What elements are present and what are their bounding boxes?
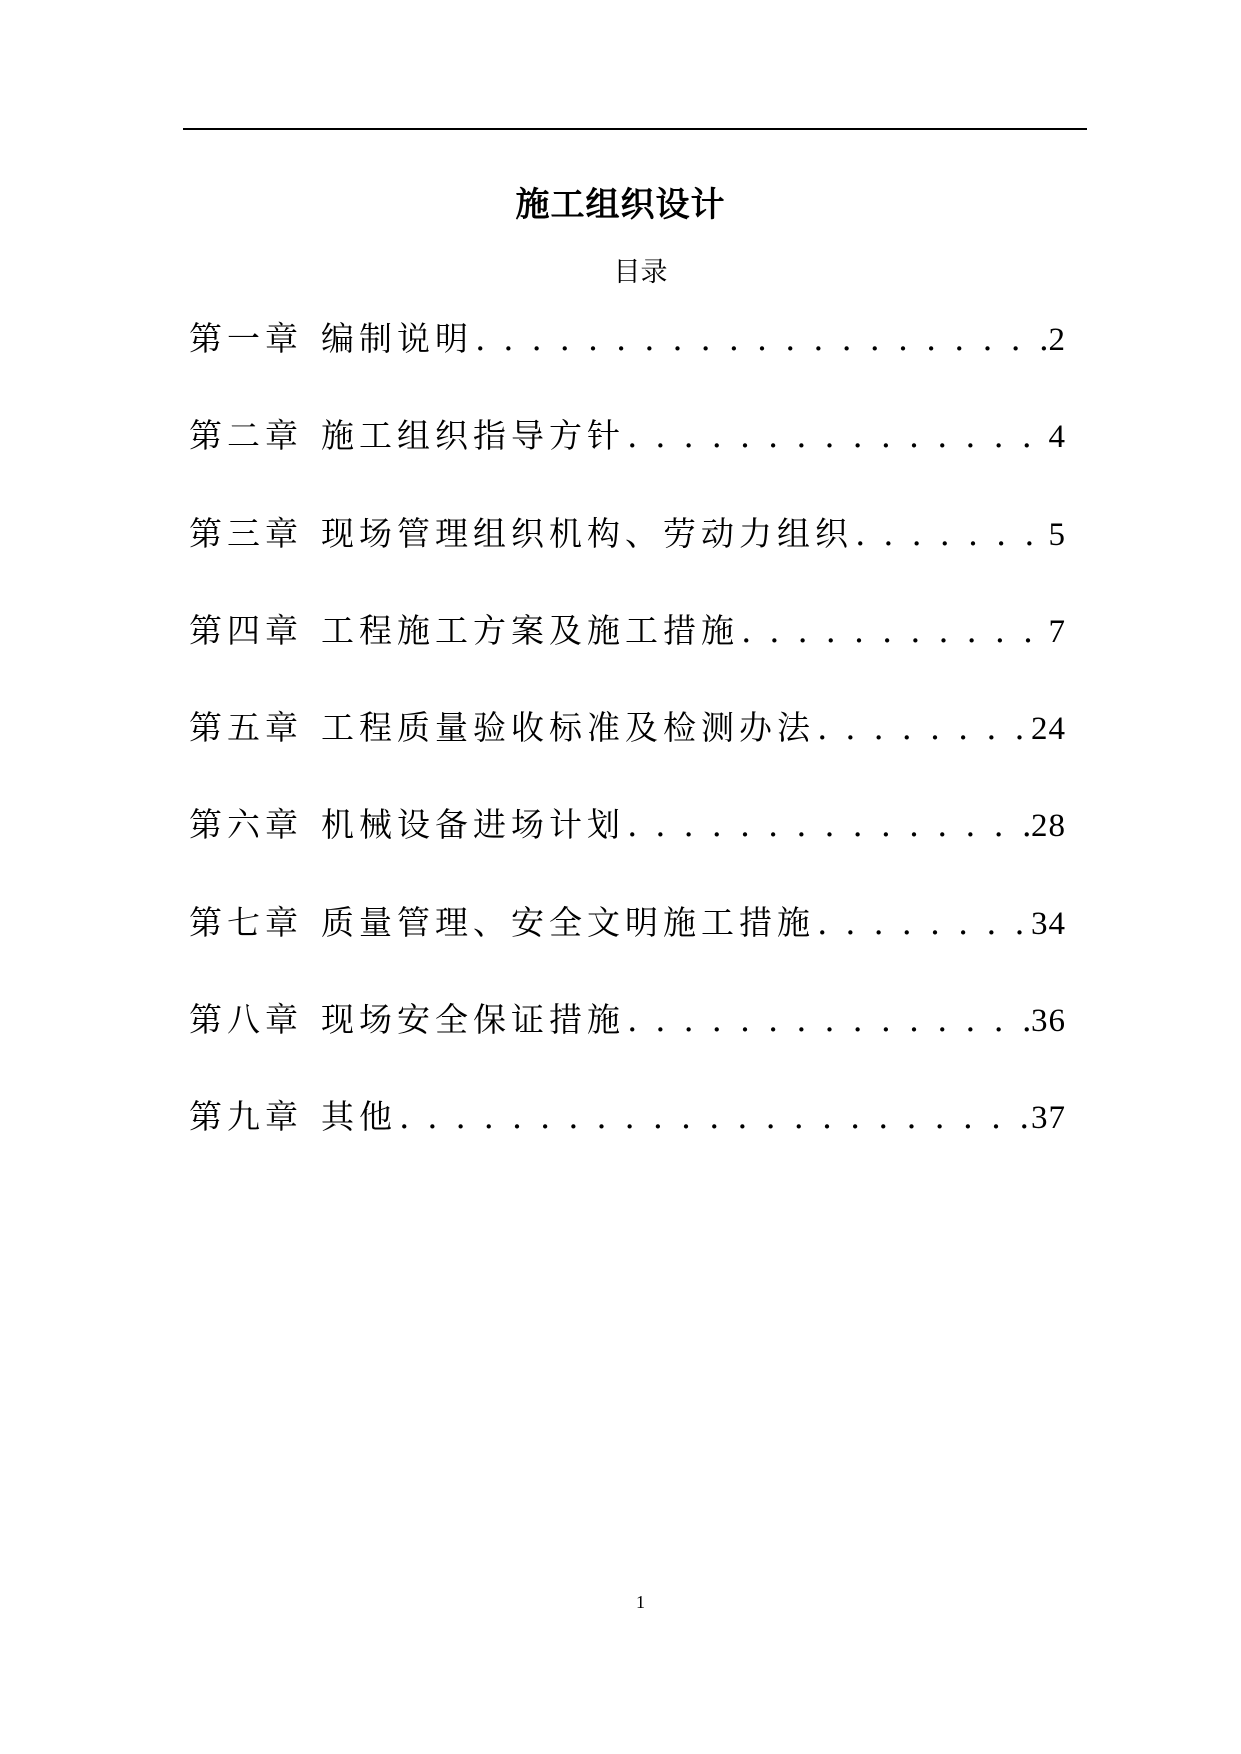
toc-chapter-label: 第九章 bbox=[189, 1097, 303, 1137]
toc-chapter-label: 第五章 bbox=[189, 708, 303, 748]
toc-entry-5[interactable] bbox=[189, 704, 1066, 801]
table-of-contents bbox=[189, 315, 1066, 1191]
toc-chapter-label: 第七章 bbox=[189, 902, 303, 942]
toc-page-number: 37 bbox=[1031, 1100, 1066, 1137]
toc-chapter-label: 第八章 bbox=[189, 1000, 303, 1040]
toc-heading: 目录 bbox=[613, 257, 668, 288]
toc-page-number: 28 bbox=[1031, 808, 1066, 845]
toc-chapter-label: 第六章 bbox=[189, 805, 303, 845]
toc-entry-1[interactable] bbox=[189, 315, 1066, 412]
toc-entry-title: 质量管理、安全文明施工措施 bbox=[321, 902, 815, 942]
toc-page-number: 36 bbox=[1031, 1003, 1066, 1040]
toc-page-number: 5 bbox=[1048, 516, 1066, 553]
toc-chapter-label: 第二章 bbox=[189, 416, 303, 456]
toc-entry-title: 机械设备进场计划 bbox=[321, 805, 625, 845]
toc-entry-title: 现场安全保证措施 bbox=[321, 1000, 625, 1040]
toc-entry-title: 工程质量验收标准及检测办法 bbox=[321, 708, 815, 748]
toc-dot-leader bbox=[817, 704, 1029, 752]
toc-page-number: 34 bbox=[1031, 905, 1066, 942]
toc-dot-leader bbox=[399, 1093, 1029, 1141]
toc-dot-leader bbox=[627, 996, 1029, 1044]
toc-entry-title: 现场管理组织机构、劳动力组织 bbox=[321, 513, 853, 553]
header-rule bbox=[183, 128, 1087, 130]
toc-chapter-label: 第四章 bbox=[189, 610, 303, 650]
toc-page-number: 4 bbox=[1048, 419, 1066, 456]
toc-dot-leader bbox=[741, 607, 1047, 655]
toc-page-number: 24 bbox=[1031, 711, 1066, 748]
toc-entry-title: 施工组织指导方针 bbox=[321, 416, 625, 456]
toc-entry-9[interactable] bbox=[189, 1093, 1066, 1190]
toc-entry-3[interactable] bbox=[189, 510, 1066, 607]
toc-entry-title: 其他 bbox=[321, 1097, 397, 1137]
toc-entry-7[interactable] bbox=[189, 899, 1066, 996]
document-title: 施工组织设计 bbox=[515, 184, 726, 225]
toc-dot-leader bbox=[627, 801, 1029, 849]
toc-entry-title: 编制说明 bbox=[321, 319, 473, 358]
toc-page-number: 2 bbox=[1048, 322, 1066, 358]
toc-page-number: 7 bbox=[1048, 613, 1066, 650]
toc-dot-leader bbox=[475, 315, 1047, 363]
page-number: 1 bbox=[636, 1592, 645, 1612]
toc-entry-8[interactable] bbox=[189, 996, 1066, 1093]
toc-chapter-label: 第一章 bbox=[189, 319, 303, 358]
toc-dot-leader bbox=[855, 510, 1047, 558]
toc-entry-4[interactable] bbox=[189, 607, 1066, 704]
toc-chapter-label: 第三章 bbox=[189, 513, 303, 553]
toc-entry-6[interactable] bbox=[189, 801, 1066, 898]
toc-entry-2[interactable] bbox=[189, 412, 1066, 509]
toc-dot-leader bbox=[817, 899, 1029, 947]
toc-dot-leader bbox=[627, 412, 1047, 460]
toc-entry-title: 工程施工方案及施工措施 bbox=[321, 610, 739, 650]
